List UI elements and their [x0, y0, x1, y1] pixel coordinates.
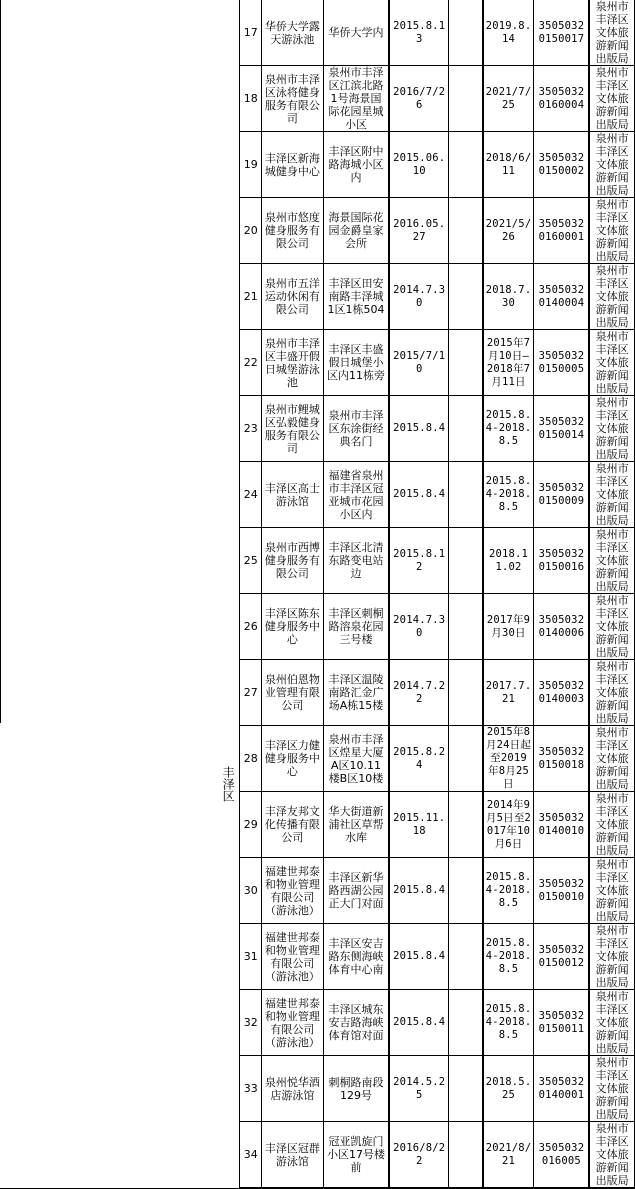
permit-code-cell: 35050320160001	[534, 198, 589, 264]
end-date-cell: 2021/5/26	[483, 198, 534, 264]
blank-cell	[449, 528, 483, 594]
address-cell: 丰泽区新华路西湖公园正大门对面	[323, 858, 389, 924]
name-cell: 泉州市鲤城区弘毅健身服务有限公司	[262, 396, 323, 462]
index-cell: 23	[240, 396, 262, 462]
blank-cell	[449, 330, 483, 396]
blank-cell	[449, 1056, 483, 1122]
blank-cell	[449, 726, 483, 792]
address-cell: 华侨大学内	[323, 0, 389, 66]
address-cell: 丰泽区刺桐路溶泉花园三号楼	[323, 594, 389, 660]
address-cell: 华大街道新浦社区草帮水库	[323, 792, 389, 858]
authority-cell: 泉州市丰泽区文体旅游新闻出版局	[589, 66, 634, 132]
end-date-cell: 2021/8/21	[483, 1122, 534, 1189]
start-date-cell: 2014.7.30	[389, 594, 448, 660]
permit-code-cell: 35050320140003	[534, 660, 589, 726]
authority-cell: 泉州市丰泽区文体旅游新闻出版局	[589, 1122, 634, 1189]
end-date-cell: 2017年9月30日	[483, 594, 534, 660]
name-cell: 华侨大学露天游泳池	[262, 0, 323, 66]
permit-code-cell: 35050320150014	[534, 396, 589, 462]
permit-code-cell: 35050320150012	[534, 924, 589, 990]
name-cell: 泉州悦华酒店游泳馆	[262, 1056, 323, 1122]
index-cell: 27	[240, 660, 262, 726]
permit-code-cell: 35050320150018	[534, 726, 589, 792]
end-date-cell: 2014年9月5日至2017年10月6日	[483, 792, 534, 858]
index-cell: 34	[240, 1122, 262, 1189]
blank-cell	[449, 462, 483, 528]
address-cell: 泉州市丰泽区东涂街经典名门	[323, 396, 389, 462]
start-date-cell: 2015.8.24	[389, 726, 448, 792]
permit-code-cell: 35050320150017	[534, 0, 589, 66]
index-cell: 21	[240, 264, 262, 330]
start-date-cell: 2015.8.13	[389, 0, 448, 66]
index-cell: 33	[240, 1056, 262, 1122]
blank-cell	[449, 396, 483, 462]
permit-code-cell: 35050320150005	[534, 330, 589, 396]
blank-cell	[449, 264, 483, 330]
permit-code-cell: 35050320140004	[534, 264, 589, 330]
start-date-cell: 2015.8.4	[389, 462, 448, 528]
authority-cell: 泉州市丰泽区文体旅游新闻出版局	[589, 528, 634, 594]
permit-code-cell: 3505032016005	[534, 1122, 589, 1189]
address-cell: 海景国际花园金爵皇家会所	[323, 198, 389, 264]
permit-code-cell: 35050320150016	[534, 528, 589, 594]
name-cell: 丰泽区高士游泳馆	[262, 462, 323, 528]
name-cell: 丰泽区力健健身服务中心	[262, 726, 323, 792]
address-cell: 泉州市丰泽区煌星大厦A区10.11楼B区10楼	[323, 726, 389, 792]
permit-code-cell: 35050320140006	[534, 594, 589, 660]
authority-cell: 泉州市丰泽区文体旅游新闻出版局	[589, 198, 634, 264]
start-date-cell: 2015.06.10	[389, 132, 448, 198]
address-cell: 丰泽区温陵南路汇金广场A栋15楼	[323, 660, 389, 726]
name-cell: 泉州市悠度健身服务有限公司	[262, 198, 323, 264]
authority-cell: 泉州市丰泽区文体旅游新闻出版局	[589, 330, 634, 396]
address-cell: 丰泽区城东安吉路海峡体育馆对面	[323, 990, 389, 1056]
authority-cell: 泉州市丰泽区文体旅游新闻出版局	[589, 1056, 634, 1122]
permit-code-cell: 35050320150009	[534, 462, 589, 528]
blank-cell	[449, 792, 483, 858]
start-date-cell: 2015.11.18	[389, 792, 448, 858]
name-cell: 泉州市丰泽区丰盛开假日城堡游泳池	[262, 330, 323, 396]
table-row	[0, 0, 635, 66]
authority-cell: 泉州市丰泽区文体旅游新闻出版局	[589, 858, 634, 924]
index-cell: 22	[240, 330, 262, 396]
index-cell: 18	[240, 66, 262, 132]
permit-code-cell: 35050320140010	[534, 792, 589, 858]
name-cell: 丰泽区冠群游泳馆	[262, 1122, 323, 1189]
end-date-cell: 2015.8.4-2018.8.5	[483, 924, 534, 990]
end-date-cell: 2015.8.4-2018.8.5	[483, 990, 534, 1056]
index-cell: 17	[240, 0, 262, 66]
end-date-cell: 2018.11.02	[483, 528, 534, 594]
start-date-cell: 2015.8.4	[389, 924, 448, 990]
start-date-cell: 2016/8/22	[389, 1122, 448, 1189]
blank-cell	[449, 594, 483, 660]
start-date-cell: 2016/7/26	[389, 66, 448, 132]
name-cell: 福建世邦泰和物业管理有限公司（游泳池）	[262, 924, 323, 990]
address-cell: 丰泽区安吉路东侧海峡体育中心南	[323, 924, 389, 990]
permit-code-cell: 35050320150011	[534, 990, 589, 1056]
start-date-cell: 2015/7/10	[389, 330, 448, 396]
address-cell: 刺桐路南段129号	[323, 1056, 389, 1122]
start-date-cell: 2016.05.27	[389, 198, 448, 264]
name-cell: 福建世邦泰和物业管理有限公司（游泳池）	[262, 990, 323, 1056]
start-date-cell: 2015.8.4	[389, 990, 448, 1056]
blank-cell	[449, 660, 483, 726]
permit-code-cell: 35050320150010	[534, 858, 589, 924]
index-cell: 26	[240, 594, 262, 660]
blank-cell	[449, 1122, 483, 1189]
name-cell: 泉州市丰泽区泳将健身服务有限公司	[262, 66, 323, 132]
authority-cell: 泉州市丰泽区文体旅游新闻出版局	[589, 594, 634, 660]
blank-cell	[449, 858, 483, 924]
blank-cell	[449, 990, 483, 1056]
address-cell: 冠亚凯旋门小区17号楼前	[323, 1122, 389, 1189]
start-date-cell: 2015.8.12	[389, 528, 448, 594]
index-cell: 19	[240, 132, 262, 198]
end-date-cell: 2019.8.14	[483, 0, 534, 66]
authority-cell: 泉州市丰泽区文体旅游新闻出版局	[589, 462, 634, 528]
start-date-cell: 2014.7.22	[389, 660, 448, 726]
end-date-cell: 2015年8月24日起至2019年8月25日	[483, 726, 534, 792]
end-date-cell: 2015年7月10日—2018年7月11日	[483, 330, 534, 396]
permit-code-cell: 35050320160004	[534, 66, 589, 132]
blank-cell	[449, 0, 483, 66]
start-date-cell: 2015.8.4	[389, 858, 448, 924]
end-date-cell: 2015.8.4-2018.8.5	[483, 396, 534, 462]
blank-cell	[449, 66, 483, 132]
authority-cell: 泉州市丰泽区文体旅游新闻出版局	[589, 990, 634, 1056]
index-cell: 24	[240, 462, 262, 528]
permit-code-cell: 35050320140001	[534, 1056, 589, 1122]
authority-cell: 泉州市丰泽区文体旅游新闻出版局	[589, 660, 634, 726]
district-cell: 丰泽区	[0, 0, 240, 1188]
address-cell: 丰泽区北清东路变电站边	[323, 528, 389, 594]
end-date-cell: 2018.7.30	[483, 264, 534, 330]
blank-cell	[449, 198, 483, 264]
address-cell: 泉州市丰泽区江滨北路1号海景国际花园星城小区	[323, 66, 389, 132]
blank-cell	[449, 132, 483, 198]
name-cell: 丰泽区新海城健身中心	[262, 132, 323, 198]
index-cell: 30	[240, 858, 262, 924]
authority-cell: 泉州市丰泽区文体旅游新闻出版局	[589, 924, 634, 990]
address-cell: 福建省泉州市丰泽区冠亚城市花园小区内	[323, 462, 389, 528]
authority-cell: 泉州市丰泽区文体旅游新闻出版局	[589, 132, 634, 198]
authority-cell: 泉州市丰泽区文体旅游新闻出版局	[589, 396, 634, 462]
permit-code-cell: 35050320150002	[534, 132, 589, 198]
start-date-cell: 2015.8.4	[389, 396, 448, 462]
name-cell: 泉州市五洋运动休闲有限公司	[262, 264, 323, 330]
address-cell: 丰泽区附中路海城小区内	[323, 132, 389, 198]
end-date-cell: 2015.8.4-2018.8.5	[483, 858, 534, 924]
end-date-cell: 2018/6/11	[483, 132, 534, 198]
index-cell: 28	[240, 726, 262, 792]
authority-cell: 泉州市丰泽区文体旅游新闻出版局	[589, 726, 634, 792]
name-cell: 福建世邦泰和物业管理有限公司（游泳池）	[262, 858, 323, 924]
address-cell: 丰泽区丰盛假日城堡小区内11栋旁	[323, 330, 389, 396]
index-cell: 29	[240, 792, 262, 858]
start-date-cell: 2014.5.25	[389, 1056, 448, 1122]
name-cell: 泉州伯恩物业管理有限公司	[262, 660, 323, 726]
authority-cell: 泉州市丰泽区文体旅游新闻出版局	[589, 792, 634, 858]
authority-cell: 泉州市丰泽区文体旅游新闻出版局	[589, 0, 634, 66]
index-cell: 25	[240, 528, 262, 594]
blank-cell	[449, 924, 483, 990]
index-cell: 31	[240, 924, 262, 990]
name-cell: 丰泽友邦文化传播有限公司	[262, 792, 323, 858]
end-date-cell: 2017.7.21	[483, 660, 534, 726]
index-cell: 20	[240, 198, 262, 264]
start-date-cell: 2014.7.30	[389, 264, 448, 330]
end-date-cell: 2021/7/25	[483, 66, 534, 132]
name-cell: 泉州市西博健身服务有限公司	[262, 528, 323, 594]
end-date-cell: 2015.8.4-2018.8.5	[483, 462, 534, 528]
index-cell: 32	[240, 990, 262, 1056]
end-date-cell: 2018.5.25	[483, 1056, 534, 1122]
authority-cell: 泉州市丰泽区文体旅游新闻出版局	[589, 264, 634, 330]
name-cell: 丰泽区陈东健身服务中心	[262, 594, 323, 660]
address-cell: 丰泽区田安南路丰泽城1区1栋504	[323, 264, 389, 330]
